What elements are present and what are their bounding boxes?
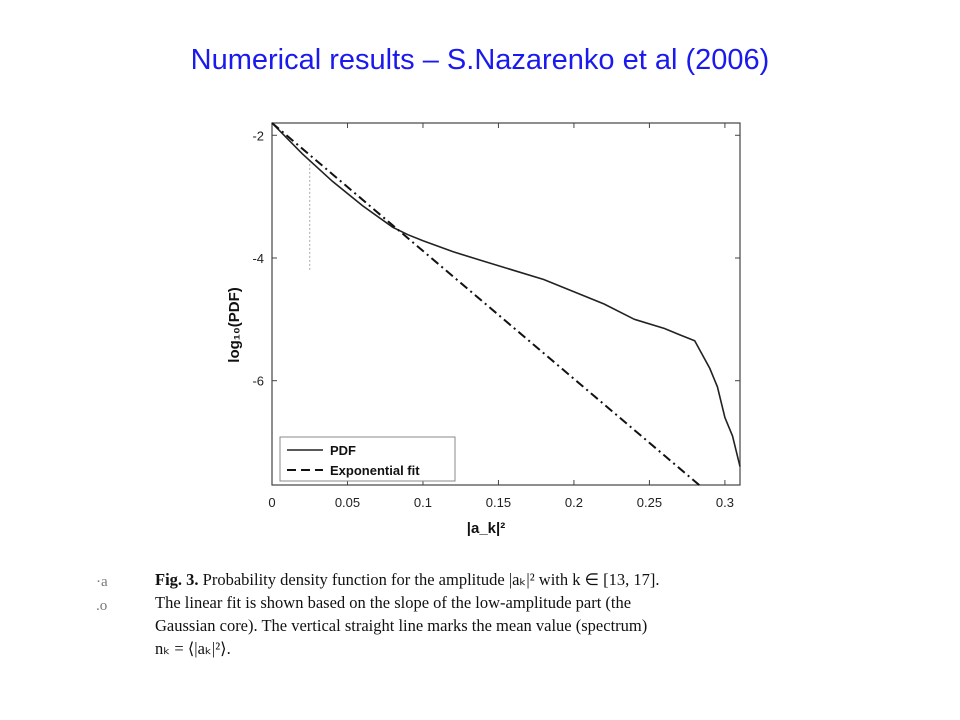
- y-tick-label: -2: [252, 128, 264, 144]
- slide-title: Numerical results – S.Nazarenko et al (2006): [190, 44, 770, 76]
- plot-frame: [272, 123, 740, 485]
- x-tick-label: 0.3: [715, 495, 734, 510]
- x-tick-label: 0.25: [636, 495, 663, 510]
- x-tick-label: 0: [268, 495, 276, 510]
- x-tick-label: 0.05: [334, 495, 361, 510]
- legend-label-pdf: PDF: [330, 443, 356, 458]
- y-tick-label: -4: [252, 250, 264, 266]
- plot-area: [272, 123, 740, 485]
- x-tick-label: 0.2: [564, 495, 583, 510]
- caption-line-1-text: Probability density function for the amplitude |aₖ|² with k ∈ [13, 17].: [202, 570, 660, 589]
- y-ticks: [252, 128, 740, 388]
- y-axis-label: log₁₀(PDF): [226, 287, 243, 363]
- scan-fragment-2: .o: [96, 598, 108, 614]
- scan-fragment-1: ·a: [96, 574, 108, 590]
- caption-line-1: [155, 568, 815, 591]
- y-tick-label: -6: [252, 373, 264, 389]
- caption-line-4: nₖ = ⟨|aₖ|²⟩.: [155, 639, 231, 658]
- x-tick-label: 0.1: [413, 495, 433, 510]
- caption-line-2: The linear fit is shown based on the slope of the low-amplitude part (the: [155, 593, 632, 612]
- caption-line-3: Gaussian core). The vertical straight line marks the mean value (spectrum): [155, 616, 648, 635]
- legend-label-exponential-fit: Exponential fit: [330, 463, 420, 478]
- figure-caption: [155, 568, 815, 660]
- x-axis-label: |a_k|²: [466, 520, 506, 537]
- legend: [280, 437, 455, 481]
- series-line-pdf: [272, 123, 740, 467]
- x-tick-label: 0.15: [485, 495, 512, 510]
- series-line-exponential-fit: [272, 123, 699, 485]
- caption-fig-label: Fig. 3.: [155, 570, 199, 589]
